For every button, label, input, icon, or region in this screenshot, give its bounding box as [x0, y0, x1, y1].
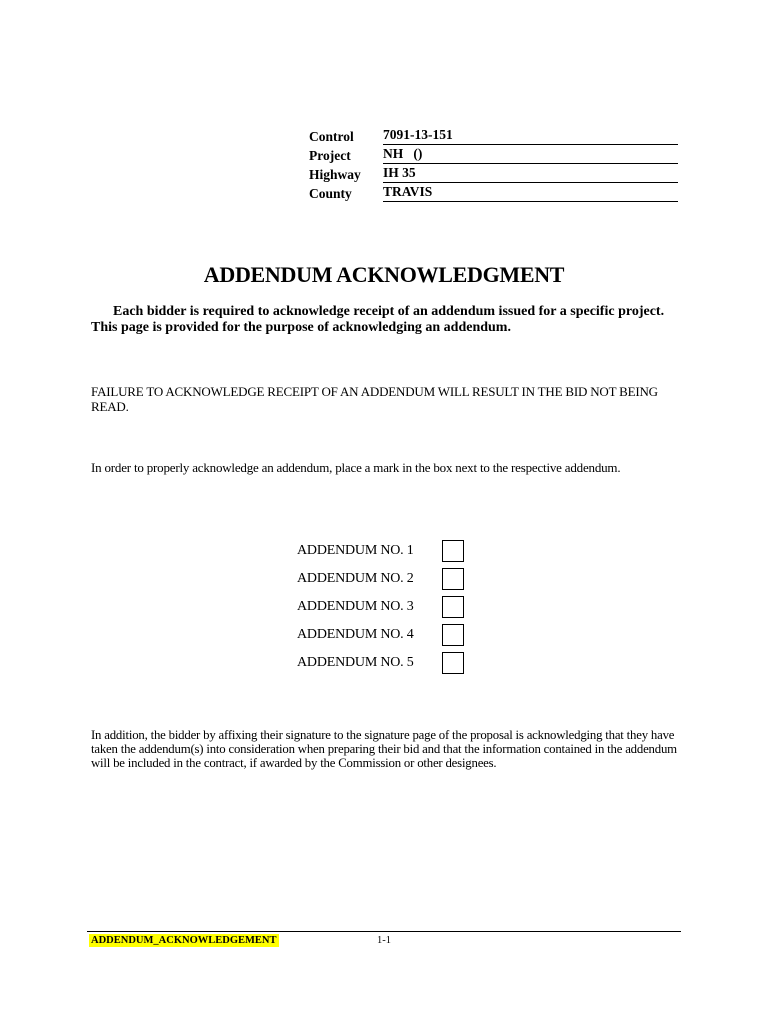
control-row [309, 126, 678, 145]
page-title: ADDENDUM ACKNOWLEDGMENT [203, 262, 565, 287]
addendum-label: ADDENDUM NO. 1 [297, 543, 414, 558]
addendum-label: ADDENDUM NO. 4 [297, 627, 414, 642]
instructions-text: In order to properly acknowledge an addendum, place a mark in the box next to the respective addendum. [91, 460, 621, 475]
footer-page-number: 1-1 [377, 935, 391, 946]
addendum-row-2 [297, 565, 464, 593]
addendum-row-4 [297, 621, 464, 649]
footer-divider [87, 931, 681, 932]
addenda-list [297, 537, 464, 677]
intro-text: Each bidder is required to acknowledge receipt of an addendum issued for a specific project. This page is provided for the purpose of acknowledging an addendum. [91, 304, 665, 335]
addendum-row-5 [297, 649, 464, 677]
project-value: NH () [383, 146, 678, 164]
county-value: TRAVIS [383, 184, 678, 202]
addendum-4-checkbox[interactable] [442, 624, 464, 646]
county-label: County [309, 186, 352, 201]
addendum-label: ADDENDUM NO. 5 [297, 655, 414, 670]
project-label: Project [309, 148, 351, 163]
addendum-row-1 [297, 537, 464, 565]
highway-row [309, 164, 678, 183]
highway-value: IH 35 [383, 165, 678, 183]
highway-label: Highway [309, 167, 361, 182]
addendum-3-checkbox[interactable] [442, 596, 464, 618]
addendum-5-checkbox[interactable] [442, 652, 464, 674]
addendum-row-3 [297, 593, 464, 621]
control-label: Control [309, 129, 354, 144]
project-info-block [309, 126, 678, 202]
addendum-1-checkbox[interactable] [442, 540, 464, 562]
addendum-label: ADDENDUM NO. 2 [297, 571, 414, 586]
control-value: 7091-13-151 [383, 127, 678, 145]
closing-paragraph: In addition, the bidder by affixing their signature to the signature page of the proposal is acknowledging that they have taken the addendum(s) into consideration when preparing their bid and that the information contained in the addendum will be included in the contract, if awarded by the Commission or other designees. [91, 728, 677, 771]
footer-document-name: ADDENDUM_ACKNOWLEDGEMENT [91, 935, 277, 946]
addendum-label: ADDENDUM NO. 3 [297, 599, 414, 614]
failure-notice: FAILURE TO ACKNOWLEDGE RECEIPT OF AN ADDENDUM WILL RESULT IN THE BID NOT BEING READ. [91, 384, 658, 414]
addendum-2-checkbox[interactable] [442, 568, 464, 590]
county-row [309, 183, 678, 202]
project-row [309, 145, 678, 164]
intro-paragraph [91, 304, 681, 335]
